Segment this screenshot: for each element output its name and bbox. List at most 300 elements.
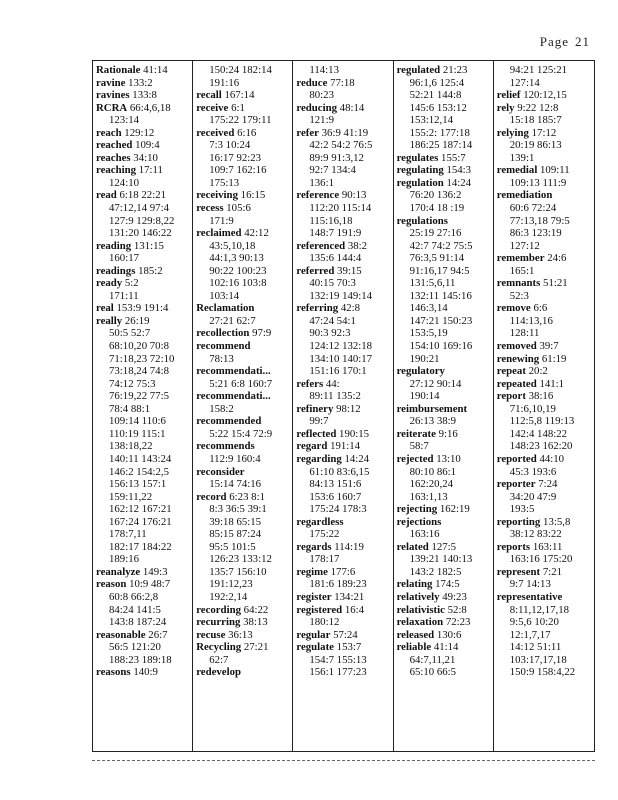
index-word: reclaimed: [196, 227, 242, 240]
index-refs: 17:12: [531, 126, 557, 139]
index-refs: 51:21: [543, 277, 568, 290]
index-refs: 64:22: [243, 603, 269, 616]
index-refs: 42:12: [244, 227, 269, 240]
index-refs: 130:6: [436, 628, 462, 641]
index-word: refinery: [296, 402, 334, 415]
index-refs-continued: 171:9: [209, 214, 234, 227]
index-refs: 20:2: [528, 365, 548, 378]
index-word: record: [196, 490, 227, 503]
index-word: reasonable: [96, 628, 146, 641]
index-word: rely: [496, 101, 515, 114]
index-refs-continued: 80:23: [309, 89, 334, 102]
index-word: reporter: [496, 478, 536, 491]
index-word: reason: [96, 578, 127, 591]
index-word: regulated: [396, 64, 441, 76]
index-refs-continued: 160:17: [109, 252, 139, 265]
index-refs-continued: 58:7: [409, 440, 429, 453]
index-refs-continued: 94:21 125:21: [509, 64, 568, 76]
index-entry: [497, 378, 594, 391]
index-word: reiterate: [396, 427, 436, 440]
index-refs: 13:10: [436, 452, 461, 465]
index-word: remedial: [496, 164, 538, 177]
index-refs-continued: 85:15 87:24: [209, 528, 262, 541]
index-refs: 177:6: [330, 565, 356, 578]
index-refs-continued: 162:12 167:21: [109, 503, 172, 516]
index-refs: 38:13: [243, 616, 268, 629]
index-refs-continued: 131:5,6,11: [409, 277, 456, 290]
index-refs: 77:18: [330, 76, 355, 89]
index-entry: [497, 102, 594, 115]
index-word: relativistic: [396, 603, 445, 616]
index-word: reliable: [396, 641, 432, 654]
index-refs-continued: 15:18 185:7: [509, 114, 562, 127]
index-refs-continued: 74:12 75:3: [109, 377, 156, 390]
index-entry: [196, 302, 292, 315]
index-refs-continued: 56:5 121:20: [109, 641, 161, 654]
index-entry: [96, 240, 192, 253]
index-word: remove: [496, 302, 531, 315]
index-entry: [497, 478, 594, 491]
index-refs-continued: 190:21: [409, 352, 440, 365]
index-word: real: [96, 302, 114, 315]
index-refs: 26:7: [148, 628, 168, 641]
index-refs-continued: 38:12 83:22: [509, 528, 562, 541]
index-refs-continued: 150:24 182:14: [209, 64, 272, 76]
index-entry: [497, 566, 594, 579]
index-refs-continued: 189:16: [109, 553, 139, 566]
index-entry: [196, 604, 292, 617]
index-refs: 174:5: [435, 578, 460, 591]
index-refs-continued: 127:9 129:8,22: [109, 214, 175, 227]
index-refs-continued: 153:5,19: [409, 327, 448, 340]
index-refs: 17:11: [138, 164, 163, 177]
index-refs: 44:10: [539, 452, 565, 465]
index-word: recess: [196, 202, 224, 215]
index-refs: 38:16: [528, 390, 554, 403]
index-word: Reclamation: [196, 302, 255, 315]
index-entry: [296, 604, 392, 617]
index-word: recollection: [196, 327, 250, 340]
index-entry: [196, 629, 292, 642]
index-refs-continued: 186:25 187:14: [409, 139, 473, 152]
index-refs-continued: 103:14: [209, 289, 240, 302]
index-refs-continued: 175:13: [209, 176, 240, 189]
index-entry: [397, 616, 493, 629]
index-refs-continued: 12:1,7,17: [509, 628, 551, 641]
index-refs-continued: 121:9: [309, 114, 334, 127]
index-refs-continued: 45:3 193:6: [509, 465, 557, 478]
index-column-4: [394, 61, 494, 751]
index-word: regulates: [396, 151, 439, 164]
index-refs: 14:24: [446, 176, 472, 189]
index-word: ravine: [96, 76, 126, 89]
index-refs-continued: 7:3 10:24: [209, 139, 251, 152]
index-entry: [196, 666, 292, 679]
index-entry: [296, 541, 392, 554]
index-entry: [397, 604, 493, 617]
index-refs-continued: 124:12 132:18: [309, 340, 373, 353]
index-refs: 167:14: [224, 89, 255, 102]
index-entry: [497, 164, 594, 177]
index-refs-continued: 148:7 191:9: [309, 227, 362, 240]
index-refs-continued: 114:13: [309, 64, 339, 76]
index-refs-continued: 61:10 83:6,15: [309, 465, 370, 478]
index-refs-continued: 162:20,24: [409, 478, 454, 491]
index-refs: 141:1: [539, 377, 565, 390]
index-word: ready: [96, 277, 123, 290]
index-word: remnants: [496, 277, 541, 290]
index-refs-continued: 163:16 175:20: [509, 553, 573, 566]
index-word: recording: [196, 603, 241, 616]
index-refs-continued: 8:3 36:5 39:1: [209, 503, 267, 516]
index-refs-continued: 60:8 66:2,8: [109, 590, 159, 603]
index-refs-continued: 167:24 176:21: [109, 515, 172, 528]
index-word: read: [96, 189, 117, 202]
index-refs: 24:6: [547, 252, 567, 265]
index-refs-continued: 136:1: [309, 176, 334, 189]
index-refs-continued: 143:8 187:24: [109, 616, 167, 629]
index-refs-continued: 92:7 134:4: [309, 164, 356, 177]
index-word: regardless: [296, 515, 344, 528]
index-word: reached: [96, 139, 133, 152]
index-entry: [296, 102, 392, 115]
index-word: ravines: [96, 89, 130, 102]
index-word: reach: [96, 126, 122, 139]
index-refs: 26:19: [124, 314, 150, 327]
index-word: regulatory: [396, 365, 445, 378]
index-refs: 41:14: [433, 641, 459, 654]
index-refs: 190:15: [339, 427, 370, 440]
index-refs-continued: 44:1,3 90:13: [209, 252, 264, 265]
index-refs: 105:6: [226, 202, 251, 215]
index-refs: 162:19: [439, 503, 470, 516]
index-refs-continued: 145:6 153:12: [409, 101, 467, 114]
index-entry: [296, 591, 392, 604]
index-entry: [96, 102, 192, 115]
index-refs-continued: 139:21 140:13: [409, 553, 473, 566]
index-refs-continued: 71:6,10,19: [509, 402, 556, 415]
index-entry: [397, 516, 493, 529]
index-refs-continued: 42:2 54:2 76:5: [309, 139, 373, 152]
index-entry: [96, 629, 192, 642]
index-entry: [497, 516, 594, 529]
index-word: reimbursement: [396, 402, 468, 415]
index-entry: [397, 578, 493, 591]
index-refs-continued: 20:19 86:13: [509, 139, 562, 152]
index-refs: 10:9 48:7: [129, 578, 171, 591]
index-refs-continued: 109:14 110:6: [109, 415, 166, 428]
index-word: regards: [296, 540, 332, 553]
index-refs-continued: 8:11,12,17,18: [509, 603, 570, 616]
index-refs-continued: 191:12,23: [209, 578, 253, 591]
index-refs-continued: 112:5,8 119:13: [509, 415, 575, 428]
index-refs-continued: 193:5: [509, 503, 535, 516]
index-word: recommended: [196, 415, 262, 428]
index-refs-continued: 65:10 66:5: [409, 666, 457, 679]
index-refs: 109:11: [540, 164, 570, 177]
index-word: recommends: [196, 440, 255, 453]
index-entry: [497, 541, 594, 554]
index-refs-continued: 64:7,11,21: [409, 653, 456, 666]
index-entry: [497, 390, 594, 403]
index-entry: [196, 440, 292, 453]
index-entry: [96, 315, 192, 328]
index-entry: [296, 302, 392, 315]
index-refs-continued: 71:18,23 72:10: [109, 352, 175, 365]
index-refs: 140:9: [133, 666, 158, 679]
index-refs-continued: 50:5 52:7: [109, 327, 151, 340]
index-word: really: [96, 314, 123, 327]
index-word: Rationale: [96, 64, 141, 76]
index-entry: [296, 189, 392, 202]
index-column-2: [193, 61, 293, 751]
index-refs-continued: 110:19 115:1: [109, 427, 166, 440]
index-word: renewing: [496, 352, 540, 365]
index-refs-continued: 153:6 160:7: [309, 490, 362, 503]
index-word: reasons: [96, 666, 131, 679]
index-refs: 6:6: [533, 302, 548, 315]
index-word: rejecting: [396, 503, 438, 516]
index-refs: 38:2: [347, 239, 368, 252]
index-refs: 21:23: [442, 64, 468, 76]
index-word: report: [496, 390, 526, 403]
index-word: receive: [196, 101, 229, 114]
index-refs-continued: 131:20 146:22: [109, 227, 172, 240]
index-word: regulations: [396, 214, 448, 227]
index-entry: [296, 516, 392, 529]
index-refs-continued: 132:19 149:14: [309, 289, 373, 302]
index-refs: 6:18 22:21: [119, 189, 166, 202]
index-entry: [196, 202, 292, 215]
index-entry: [96, 139, 192, 152]
index-entry: [296, 629, 392, 642]
index-refs-continued: 175:22 179:11: [209, 114, 272, 127]
index-refs: 9:22 12:8: [517, 101, 559, 114]
page-number: 21: [575, 34, 590, 49]
index-refs-continued: 127:12: [509, 239, 540, 252]
index-refs-continued: 90:22 100:23: [209, 264, 267, 277]
index-refs-continued: 52:21 144:8: [409, 89, 462, 102]
index-refs-continued: 84:13 151:6: [309, 478, 362, 491]
index-word: reduce: [296, 76, 328, 89]
index-refs-continued: 90:3 92:3: [309, 327, 351, 340]
index-refs-continued: 27:12 90:14: [409, 377, 462, 390]
index-word: refer: [296, 126, 319, 139]
index-refs-continued: 153:12,14: [409, 114, 454, 127]
index-word: reference: [296, 189, 340, 202]
index-word: regulating: [396, 164, 444, 177]
index-word: represent: [496, 565, 541, 578]
index-refs: 66:4,6,18: [129, 101, 171, 114]
index-refs-continued: 127:14: [509, 76, 540, 89]
index-word: remember: [496, 252, 545, 265]
index-entry: [296, 403, 392, 416]
index-refs: 61:19: [541, 352, 567, 365]
index-refs-continued: 43:5,10,18: [209, 239, 256, 252]
index-entry: [96, 666, 192, 679]
index-entry: [397, 152, 493, 165]
index-refs: 6:1: [231, 101, 245, 114]
index-refs: 98:12: [336, 402, 361, 415]
index-entry: [397, 428, 493, 441]
index-refs: 109:4: [135, 139, 160, 152]
index-refs-continued: 99:7: [309, 415, 329, 428]
index-refs: 36:13: [228, 628, 253, 641]
index-refs: 16:4: [344, 603, 365, 616]
index-refs-continued: 60:6 72:24: [509, 202, 557, 215]
index-refs: 114:19: [334, 540, 364, 553]
index-refs: 153:7: [336, 641, 362, 654]
index-word: recall: [196, 89, 222, 102]
index-refs: 133:8: [132, 89, 157, 102]
index-entry: [196, 365, 292, 378]
index-word: relying: [496, 126, 529, 139]
index-refs-continued: 155:2: 177:18: [409, 126, 470, 139]
index-refs: 133:2: [128, 76, 153, 89]
index-refs: 154:3: [446, 164, 472, 177]
index-word: recurring: [196, 616, 241, 629]
index-refs: 7:21: [542, 565, 563, 578]
index-refs: 34:10: [133, 151, 158, 164]
index-refs-continued: 124:10: [109, 176, 139, 189]
index-refs-continued: 178:17: [309, 553, 340, 566]
index-entry: [196, 189, 292, 202]
index-refs-continued: 146:2 154:2,5: [109, 465, 169, 478]
index-entry: [196, 390, 292, 403]
index-entry: [96, 277, 192, 290]
index-refs: 27:21: [243, 641, 269, 654]
index-refs-continued: 5:21 6:8 160:7: [209, 377, 273, 390]
index-column-1: [93, 61, 193, 751]
index-entry: [196, 227, 292, 240]
index-entry: [296, 428, 392, 441]
index-entry: [397, 591, 493, 604]
index-refs-continued: 91:16,17 94:5: [409, 264, 470, 277]
index-refs: 6:16: [237, 126, 257, 139]
index-refs-continued: 151:16 170:1: [309, 365, 367, 378]
index-entry: [296, 77, 392, 90]
index-refs: 57:24: [333, 628, 358, 641]
index-refs-continued: 181:6 189:23: [309, 578, 367, 591]
index-entry: [497, 340, 594, 353]
index-word: relaxation: [396, 616, 444, 629]
index-refs-continued: 150:9 158:4,22: [509, 666, 576, 679]
index-word: reconsider: [196, 465, 245, 478]
index-entry: [397, 629, 493, 642]
index-refs: 9:16: [438, 427, 458, 440]
index-entry: [497, 591, 594, 604]
index-entry: [497, 189, 594, 202]
index-entry: [296, 440, 392, 453]
index-refs-continued: 26:13 38:9: [409, 415, 457, 428]
index-entry: [497, 277, 594, 290]
index-refs-continued: 76:3,5 91:14: [409, 252, 465, 265]
index-word: RCRA: [96, 101, 128, 114]
bottom-rule: [92, 760, 595, 761]
index-entry: [397, 453, 493, 466]
index-word: rejected: [396, 452, 434, 465]
index-refs-continued: 123:14: [109, 114, 139, 127]
index-refs-continued: 175:22: [309, 528, 340, 541]
index-entry: [296, 265, 392, 278]
index-refs-continued: 112:9 160:4: [209, 452, 261, 465]
index-refs-continued: 165:1: [509, 264, 535, 277]
index-refs-continued: 134:10 140:17: [309, 352, 373, 365]
index-word: recommendati...: [196, 390, 271, 403]
index-refs: 129:12: [124, 126, 155, 139]
index-word: regarding: [296, 452, 342, 465]
index-entry: [196, 616, 292, 629]
index-entry: [196, 415, 292, 428]
index-word: regulation: [396, 176, 444, 189]
index-entry: [196, 327, 292, 340]
index-word: referenced: [296, 239, 346, 252]
index-refs-continued: 25:19 27:16: [409, 227, 462, 240]
index-entry: [296, 378, 392, 391]
index-refs-continued: 115:16,18: [309, 214, 353, 227]
index-entry: [196, 641, 292, 654]
index-refs-continued: 89:11 135:2: [309, 390, 361, 403]
index-word: recommendati...: [196, 365, 271, 378]
index-entry: [497, 302, 594, 315]
index-refs-continued: 163:16: [409, 528, 440, 541]
index-refs-continued: 159:11,22: [109, 490, 153, 503]
index-refs-continued: 156:1 177:23: [309, 666, 367, 679]
index-refs: 49:23: [442, 590, 467, 603]
index-refs-continued: 178:7,11: [109, 528, 147, 541]
index-word: reaches: [96, 151, 131, 164]
index-entry: [196, 127, 292, 140]
index-word: Recycling: [196, 641, 242, 654]
index-refs-continued: 163:1,13: [409, 490, 448, 503]
index-refs-continued: 27:21 62:7: [209, 314, 256, 327]
index-refs-continued: 76:20 136:2: [409, 189, 462, 202]
index-word: regard: [296, 440, 328, 453]
index-refs-continued: 154:10 169:16: [409, 340, 473, 353]
index-word: received: [196, 126, 235, 139]
index-refs-continued: 138:18,22: [109, 440, 153, 453]
index-refs: 134:21: [334, 590, 365, 603]
index-refs-continued: 188:23 189:18: [109, 653, 172, 666]
index-refs-continued: 142:4 148:22: [509, 427, 568, 440]
index-word: repeated: [496, 377, 537, 390]
index-word: reporting: [496, 515, 541, 528]
index-refs-continued: 78:4 88:1: [109, 402, 151, 415]
index-refs-continued: 95:5 101:5: [209, 540, 256, 553]
index-word: relief: [496, 89, 521, 102]
index-entry: [196, 491, 292, 504]
index-refs: 39:15: [337, 264, 362, 277]
index-entry: [497, 252, 594, 265]
index-word: regulate: [296, 641, 334, 654]
index-entry: [96, 566, 192, 579]
index-refs-continued: 52:3: [509, 289, 529, 302]
index-refs-continued: 9:7 14:13: [509, 578, 551, 591]
index-refs-continued: 191:16: [209, 76, 240, 89]
index-entry: [497, 89, 594, 102]
index-refs: 44:: [325, 377, 340, 390]
index-refs: 14:24: [344, 452, 370, 465]
index-entry: [296, 453, 392, 466]
index-refs-continued: 5:22 15:4 72:9: [209, 427, 273, 440]
index-refs-continued: 158:2: [209, 402, 234, 415]
index-refs: 149:3: [142, 565, 168, 578]
index-refs: 16:15: [240, 189, 266, 202]
index-refs-continued: 139:1: [509, 151, 535, 164]
word-index-table: [92, 60, 595, 752]
index-entry: [96, 152, 192, 165]
index-refs-continued: 109:13 111:9: [509, 176, 567, 189]
